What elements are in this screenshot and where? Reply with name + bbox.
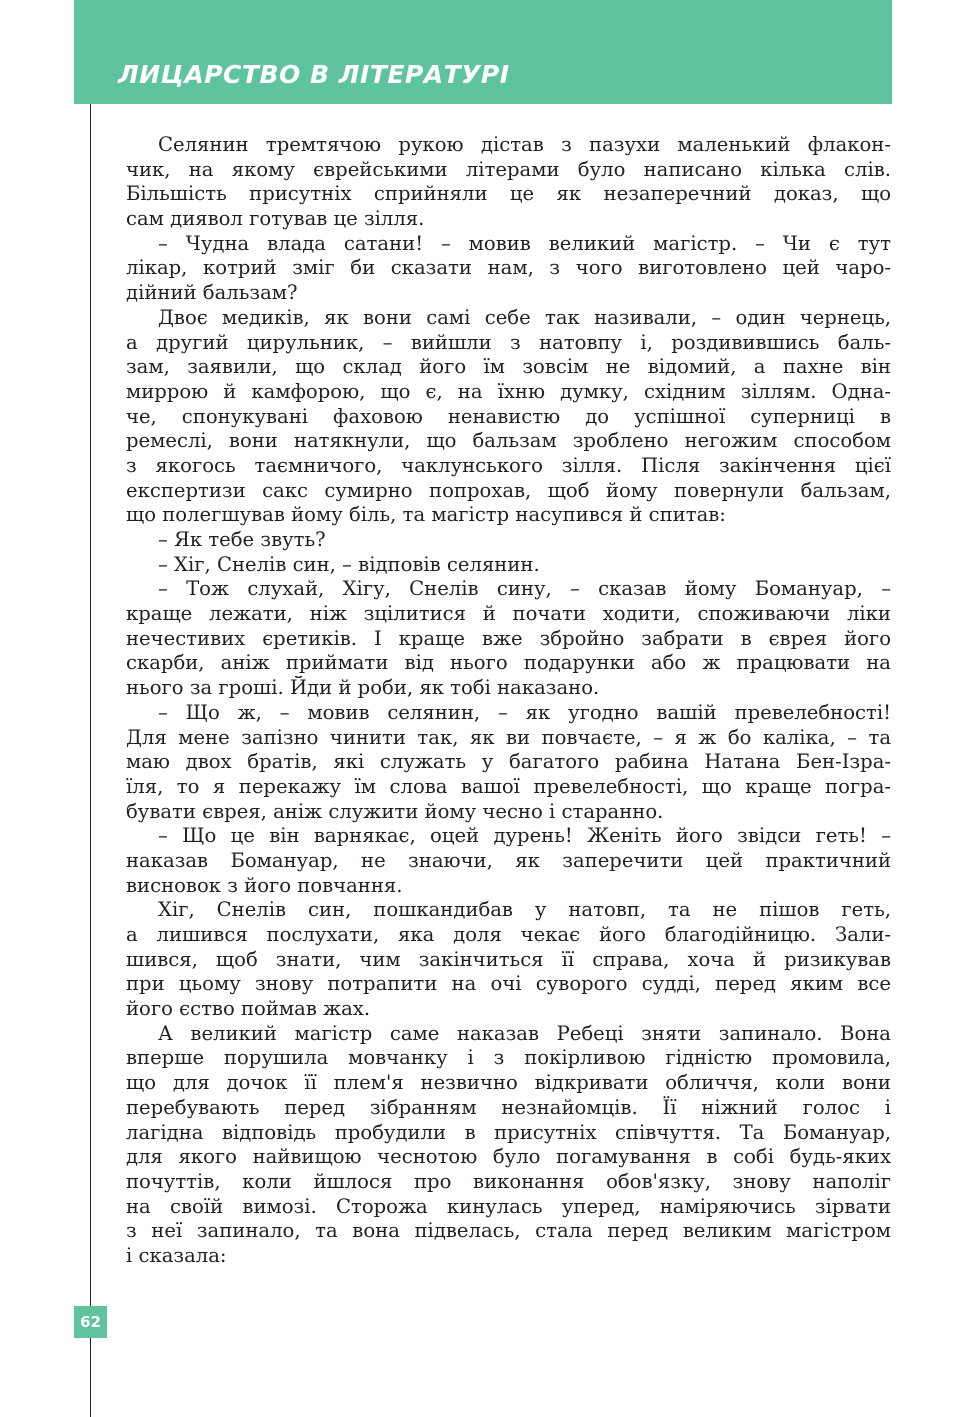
text-line: миррою й камфорою, що є, на їхню думку, східним зіллям. Одна- bbox=[126, 379, 891, 403]
text-line: з неї запинало, та вона підвелась, стала перед великим магістром bbox=[126, 1219, 891, 1243]
text-line: – Хіг, Снелів син, – відповів селянин. bbox=[158, 552, 540, 576]
text-line: перебувають перед зібранням незнайомців. Її ніжний голос і bbox=[126, 1095, 891, 1119]
text-line: нього за гроші. Йди й роби, як тобі наказано. bbox=[126, 676, 600, 700]
section-title: ЛИЦАРСТВО В ЛІТЕРАТУРІ bbox=[118, 60, 510, 89]
text-line: – Чудна влада сатани! – мовив великий магістр. – Чи є тут bbox=[158, 231, 891, 255]
text-line: їля, то я перекажу їм слова вашої превелебності, що краще погра- bbox=[126, 774, 891, 798]
text-line: зам, заявили, що склад його їм зовсім не відомий, а пахне він bbox=[126, 355, 891, 379]
text-line: нечестивих єретиків. І краще вже збройно забрати в єврея його bbox=[126, 626, 891, 650]
text-line: і сказала: bbox=[126, 1243, 227, 1267]
text-line: на своїй вимозі. Сторожа кинулась уперед, наміряючись зірвати bbox=[126, 1194, 891, 1218]
text-line: наказав Бомануар, не знаючи, як заперечити цей практичний bbox=[126, 848, 891, 872]
text-line: що для дочок її плем'я незвично відкривати обличчя, коли вони bbox=[126, 1071, 891, 1095]
text-line: чик, на якому єврейськими літерами було написано кілька слів. bbox=[126, 157, 891, 181]
text-line: Двоє медиків, як вони самі себе так називали, – один чернець, bbox=[158, 305, 891, 329]
page-number-badge: 62 bbox=[74, 1306, 107, 1338]
text-line: вперше порушила мовчанку і з покірливою гідністю промовила, bbox=[126, 1046, 891, 1070]
text-line: Для мене запізно чинити так, як ви повчаєте, – я ж бо каліка, – та bbox=[126, 725, 891, 749]
text-line: а другий цирульник, – вийшли з натовпу і, роздивившись баль- bbox=[126, 330, 891, 354]
body-text bbox=[126, 133, 891, 1269]
text-line: почуттів, коли йшлося про виконання обов'язку, знову наполіг bbox=[126, 1169, 891, 1193]
text-line: при цьому знову потрапити на очі суворого судді, перед яким все bbox=[126, 972, 891, 996]
text-line: – Що це він варнякає, оцей дурень! Женіть його звідси геть! – bbox=[158, 824, 891, 848]
text-line: – Що ж, – мовив селянин, – як угодно вашій превелебності! bbox=[158, 700, 891, 724]
text-line: Більшість присутніх сприйняли це як незаперечний доказ, що bbox=[126, 182, 891, 206]
text-line: для якого найвищою чеснотою було погамування в собі будь-яких bbox=[126, 1145, 891, 1169]
text-line: скарби, аніж приймати від нього подарунки або ж працювати на bbox=[126, 651, 891, 675]
text-line: а лишився послухати, яка доля чекає його благодійницю. Зали- bbox=[126, 923, 891, 946]
text-line: А великий магістр саме наказав Ребеці зняти запинало. Вона bbox=[158, 1021, 891, 1045]
text-line: бувати єврея, аніж служити йому чесно і старанно. bbox=[126, 799, 664, 823]
text-line: його єство поймав жах. bbox=[126, 997, 371, 1021]
text-line: – Тож слухай, Хігу, Снелів сину, – сказав йому Бомануар, – bbox=[158, 577, 891, 601]
text-line: Селянин тремтячою рукою дістав з пазухи маленький флакон- bbox=[158, 133, 891, 156]
text-line: че, спонукувані фаховою ненавистю до успішної суперниці в bbox=[126, 404, 891, 428]
margin-rule bbox=[90, 104, 91, 1417]
text-line: що полегшував йому біль, та магістр насупився й спитав: bbox=[126, 503, 726, 527]
text-line: маю двох братів, які служать у багатого рабина Натана Бен-Ізра- bbox=[126, 750, 891, 774]
text-line: Хіг, Снелів син, пошкандибав у натовп, та не пішов геть, bbox=[158, 898, 891, 922]
header-band bbox=[74, 0, 892, 104]
text-line: – Як тебе звуть? bbox=[158, 528, 326, 551]
text-line: з якогось таємничого, чаклунського зілля. Після закінчення цієї bbox=[126, 453, 891, 477]
text-line: висновок з його повчання. bbox=[126, 873, 403, 897]
text-line: дійний бальзам? bbox=[126, 281, 298, 305]
text-line: лікар, котрий зміг би сказати нам, з чого виготовлено цей чаро- bbox=[126, 256, 891, 280]
text-line: сам диявол готував це зілля. bbox=[126, 207, 425, 231]
text-line: шився, щоб знати, чим закінчиться її справа, хоча й ризикував bbox=[126, 947, 891, 971]
text-line: лагідна відповідь пробудили в присутніх співчуття. Та Бомануар, bbox=[126, 1120, 891, 1144]
text-line: краще лежати, ніж зцілитися й почати ходити, споживаючи ліки bbox=[126, 602, 891, 626]
text-line: експертизи сакс сумирно попрохав, щоб йому повернули бальзам, bbox=[126, 478, 891, 502]
text-line: ремеслі, вони натякнули, що бальзам зроблено негожим способом bbox=[126, 429, 891, 453]
